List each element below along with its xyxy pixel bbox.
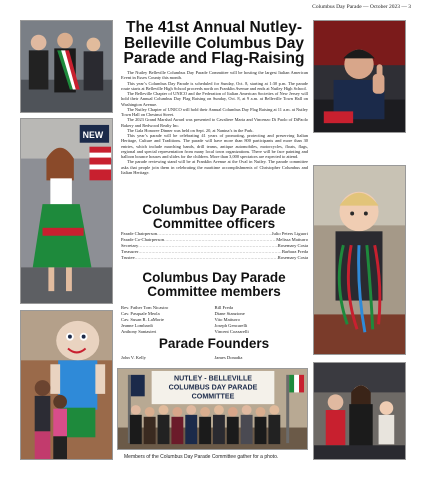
article-paragraph: The Gala Honoree Dinner was held on Sept. 20, at Nanina’s in the Park. — [127, 127, 254, 133]
officer-role: Parade Co-Chairperson — [121, 237, 164, 243]
photo-caption: Members of the Columbus Day Parade Committee gather for a photo. — [124, 454, 279, 460]
member-name: Vito Matturro — [214, 317, 240, 323]
founder-name: James Donadia — [214, 355, 243, 360]
photo-boy-with-streamers — [313, 165, 406, 355]
article-headline: The 41st Annual Nutley-Belleville Columbus Day Parade and Flag-Raising — [123, 19, 305, 67]
article-body — [121, 70, 308, 175]
member-name: Anthony Santasieri — [121, 329, 157, 335]
article-paragraph: This year’s Columbus Day Parade is scheduled for Sunday, Oct. 8, starting at 1:30 p.m. The parade route starts at Belleville High School proceeds north on Franklin Avenue and ends at Nutley High School. — [121, 80, 308, 91]
officer-role: Treasurer — [121, 249, 139, 255]
officers-list — [121, 231, 308, 261]
banner-line-2: COLUMBUS DAY PARADE — [168, 384, 258, 392]
members-column-right — [215, 305, 309, 335]
member-name: Joseph Gencarelli — [214, 323, 248, 329]
member-name: Cav. Susan R. LaMorte — [121, 317, 164, 323]
officer-name: Rosemary Costa — [277, 243, 308, 249]
photo-family-at-parade — [313, 362, 406, 460]
members-list — [121, 305, 308, 335]
officer-name: Melissa Matturro — [276, 237, 308, 243]
article-paragraph: The parade reviewing stand will be at Franklin Avenue at the Oval in Nutley. The parade committee asks that people join them in celebrating the maritime accomplishments of Christopher Columbus and Italian Heritage. — [121, 159, 308, 175]
photo-mascot-and-kids — [20, 310, 113, 460]
member-name: Diane Stanzione — [214, 311, 245, 317]
officers-heading: Columbus Day Parade Committee officers — [142, 202, 286, 231]
member-name: Bill Freda — [214, 305, 234, 310]
photo-firefighter-thumbs-up — [313, 20, 406, 133]
article-paragraph: This year’s parade will be celebrating 41 years of promoting, protecting and preserving Italian Heritage, Culture and Traditions. The parade will have more than 800 participants and more than 30 entries, which include marching bands, drill teams, antique automobiles, motorcycles, floats, flags, regional and special representation from many local town organizations. There will be face painting and balloon bounce houses and slides for the children. More than 3,000 spectators are expected to attend. — [121, 133, 308, 159]
article-paragraph: The Nutley Belleville Columbus Day Parade Committee will be hosting the largest Italian American Event in Essex County this month. — [121, 70, 308, 81]
member-name: Cav. Pasquale Meola — [121, 311, 160, 317]
officer-role: Secretary — [121, 243, 139, 249]
article-paragraph: The 2023 Grand Marshal Award was presented to Cavaliere Maria and Vincenzo Di Paolo of DiPaolo Bakery and Redwood Realty Inc. — [121, 117, 308, 128]
photo-women-with-italian-sash — [20, 20, 113, 113]
officer-name: Rosemary Costa — [277, 255, 308, 261]
photo-committee-group — [117, 368, 308, 450]
officer-role: Parade Chairperson — [121, 231, 158, 236]
new-sign-text: NEW — [82, 129, 104, 140]
officer-name: Julio Peters Liguori — [271, 231, 308, 236]
members-column-left — [121, 305, 215, 335]
member-name: Jeanne Lombardi — [121, 323, 153, 329]
officer-role: Trustee — [121, 255, 135, 261]
member-name: Vincent Cozzarelli — [214, 329, 249, 335]
photo-girl-in-italian-dress — [20, 118, 113, 304]
officer-name: Barbara Freda — [281, 249, 308, 255]
member-name: Rev. Father Tom Nicastro — [121, 305, 169, 310]
officer-row — [121, 255, 308, 261]
running-head: Columbus Day Parade — October 2023 — 3 — [312, 4, 411, 10]
banner-line-3: COMMITTEE — [191, 393, 235, 401]
article-paragraph: The Belleville Chapter of UNICO and the Federation of Italian American Societies of New Jersey will hold their Annual Columbus Day Flag Raising on Sunday, Oct. 8, at 9 a.m. at Belleville Town Hall on Washington Avenue. — [121, 91, 308, 107]
founder-name: John V. Kelly — [121, 355, 146, 360]
members-heading: Columbus Day Parade Committee members — [142, 270, 286, 299]
article-paragraph: The Nutley Chapter of UNICO will hold their Annual Columbus Day Flag Raising at 11 a.m. at Nutley Town Hall on Chestnut Street. — [121, 106, 308, 117]
banner-line-1: NUTLEY - BELLEVILLE — [173, 375, 253, 383]
founders-list — [121, 355, 308, 360]
founders-heading: Parade Founders — [158, 336, 270, 351]
